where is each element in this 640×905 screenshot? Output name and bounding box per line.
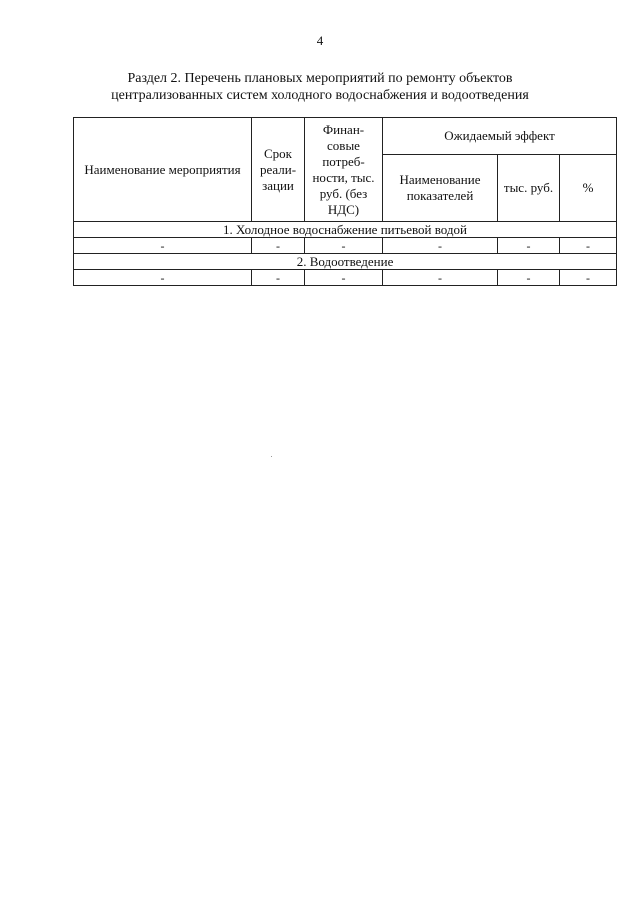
scan-speck: [271, 456, 272, 457]
table-cell: -: [74, 270, 252, 286]
table-cell: -: [560, 270, 617, 286]
table-cell: -: [383, 238, 498, 254]
header-expected-effect: Ожидаемый эффект: [383, 118, 617, 155]
section-heading-wastewater: 2. Водоотведение: [74, 254, 617, 270]
table-cell: -: [498, 270, 560, 286]
table-cell: -: [560, 238, 617, 254]
table-cell: -: [74, 238, 252, 254]
header-indicator-name: Наименование показателей: [383, 155, 498, 222]
table-row: [74, 270, 617, 286]
header-financial-needs: Финан-совые потреб-ности, тыс. руб. (без НДС): [305, 118, 383, 222]
section-title: [60, 70, 580, 104]
section-title-line-1: Раздел 2. Перечень плановых мероприятий по ремонту объектов: [127, 71, 513, 86]
table-cell: -: [252, 238, 305, 254]
page-number: 4: [316, 33, 324, 48]
table-cell: -: [305, 238, 383, 254]
section-heading-cold-water: 1. Холодное водоснабжение питьевой водой: [74, 222, 617, 238]
header-measure-name: Наименование мероприятия: [74, 118, 252, 222]
table-cell: -: [305, 270, 383, 286]
section-title-line-2: централизованных систем холодного водоснабжения и водоотведения: [111, 88, 529, 103]
header-thousand-rub: тыс. руб.: [498, 155, 560, 222]
header-percent: %: [560, 155, 617, 222]
table-row: [74, 238, 617, 254]
table-cell: -: [383, 270, 498, 286]
table-cell: -: [498, 238, 560, 254]
measures-table: [73, 117, 617, 286]
table-cell: -: [252, 270, 305, 286]
header-term: Срок реали-зации: [252, 118, 305, 222]
